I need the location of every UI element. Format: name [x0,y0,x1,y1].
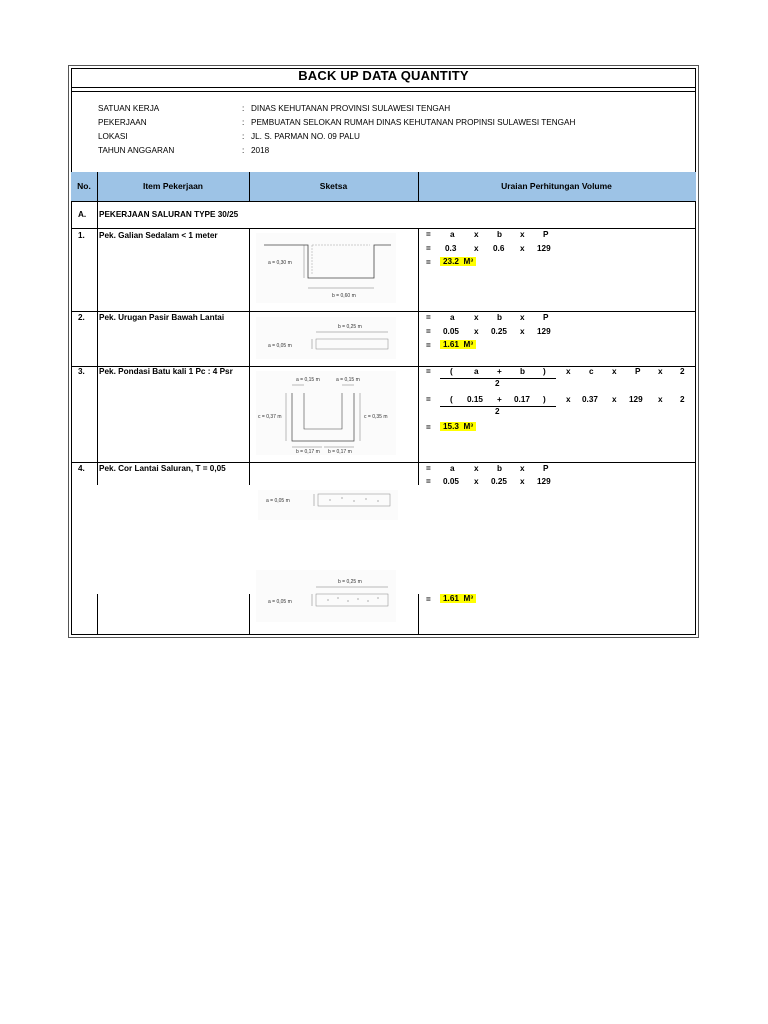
info-value: DINAS KEHUTANAN PROVINSI SULAWESI TENGAH [251,104,451,113]
rule [249,228,250,485]
calc-var: a [450,230,455,239]
page-title: BACK UP DATA QUANTITY [298,68,469,83]
sketch-label: b = 0,25 m [338,324,362,330]
calc-val: 0.05 [443,477,459,486]
rule [71,228,696,229]
sketch-label: b = 0,60 m [332,293,356,299]
data-quantity-sheet [68,65,699,638]
calc-val: 0.3 [445,244,457,253]
result-highlight [440,257,476,266]
row-item: Pek. Galian Sedalam < 1 meter [99,231,218,240]
calc-eq: = [426,341,431,350]
calc-eq: = [426,244,431,253]
calc-var: P [543,313,549,322]
rule [71,462,696,463]
row-no: 1. [78,231,85,240]
row-item: Pek. Cor Lantai Saluran, T = 0,05 [99,464,226,473]
row-item: Pek. Urugan Pasir Bawah Lantai [99,313,225,322]
rule [71,311,696,312]
calc-divisor: 2 [495,407,500,416]
col-header-no: No. [77,181,91,191]
section-no: A. [78,210,87,219]
calc-row-4 [426,464,686,494]
calc-op: x [658,367,663,376]
calc-var: a [450,313,455,322]
sketch-label: a = 0,05 m [268,599,292,605]
info-label: TAHUN ANGGARAN [98,146,175,155]
info-colon: : [242,146,245,155]
calc-val: 129 [537,477,551,486]
calc-op: x [566,367,571,376]
calc-op: x [520,464,525,473]
section-title: PEKERJAAN SALURAN TYPE 30/25 [99,210,239,219]
calc-var: c [589,367,594,376]
info-value: PEMBUATAN SELOKAN RUMAH DINAS KEHUTANAN PROPINSI SULAWESI TENGAH [251,118,576,127]
calc-val: 129 [629,395,643,404]
info-colon: : [242,132,245,141]
calc-op: x [474,327,479,336]
rule [97,201,98,228]
sketch-label: a = 0,05 m [268,343,292,349]
row-no: 4. [78,464,85,473]
calc-op: + [497,367,502,376]
rule [418,172,419,201]
sketch-label: a = 0,15 m [296,377,320,383]
calc-row-3 [426,367,694,437]
result-value: 1.61 [443,594,459,603]
row-item: Pek. Pondasi Batu kali 1 Pc : 4 Psr [99,367,233,376]
calc-val: 129 [537,327,551,336]
result-unit: M³ [463,340,474,349]
result-unit: M³ [463,594,474,603]
result-unit: M³ [463,422,474,431]
rule [71,634,696,635]
calc-paren: ) [543,395,546,404]
calc-op: x [474,313,479,322]
sketch-label: c = 0,35 m [364,414,388,420]
calc-eq: = [426,367,431,376]
calc-op: x [520,230,525,239]
calc-op: x [474,477,479,486]
rule [71,87,696,88]
col-header-uraian: Uraian Perhitungan Volume [501,181,612,191]
calc-op: x [474,464,479,473]
calc-op: x [566,395,571,404]
calc-var: b [520,367,526,376]
calc-var: b [497,464,503,473]
calc-var: P [635,367,641,376]
calc-row-2 [426,313,686,353]
calc-eq: = [426,327,431,336]
calc-val: 0.37 [582,395,598,404]
calc-val: 2 [680,367,685,376]
calc-divisor: 2 [495,379,500,388]
sketch-cor-lantai [256,570,396,622]
sketch-galian-drawing [256,233,396,303]
sketch-urugan-drawing [256,317,396,359]
calc-paren: ) [543,367,546,376]
calc-eq: = [426,595,431,604]
calc-eq: = [426,258,431,267]
calc-eq: = [426,423,431,432]
sketch-label: b = 0,17 m [328,449,352,455]
calc-var: b [497,313,503,322]
calc-var: a [450,464,455,473]
info-row-satuan-kerja [68,104,699,114]
sketch-cor-lantai-drawing [256,570,396,622]
calc-eq: = [426,477,431,486]
calc-op: x [474,244,479,253]
rule [97,228,98,485]
sketch-label: a = 0,05 m [266,498,290,504]
rule [418,228,419,485]
calc-op: x [658,395,663,404]
sketch-urugan [256,317,396,359]
calc-val: 129 [537,244,551,253]
calc-val: 0.05 [443,327,459,336]
result-value: 15.3 [443,422,459,431]
calc-op: x [520,477,525,486]
rule [71,91,696,92]
result-highlight [440,422,476,431]
rule [418,594,419,634]
info-label: SATUAN KERJA [98,104,160,113]
info-value: 2018 [251,146,270,155]
sketch-galian [256,233,396,303]
calc-op: x [612,395,617,404]
sketch-label: a = 0,30 m [268,260,292,266]
calc-var: a [474,367,479,376]
calc-eq: = [426,395,431,404]
calc-op: x [520,327,525,336]
calc-eq: = [426,230,431,239]
calc-var: P [543,464,549,473]
calc-val: 0.15 [467,395,483,404]
col-header-sketsa: Sketsa [319,181,348,191]
floating-sketch [258,490,398,520]
rule [71,201,696,202]
calc-paren: ( [450,367,453,376]
rule [249,594,250,634]
info-label: PEKERJAAN [98,118,147,127]
sketch-label: b = 0,25 m [338,579,362,585]
calc-eq: = [426,313,431,322]
result-value: 23.2 [443,257,459,266]
rule [97,594,98,634]
calc-val: 0.17 [514,395,530,404]
info-row-tahun-anggaran [68,146,699,156]
rule [97,172,98,201]
calc-val: 0.25 [491,327,507,336]
info-row-pekerjaan [68,118,699,128]
calc-val: 2 [680,395,685,404]
calc-op: x [474,230,479,239]
calc-eq: = [426,464,431,473]
calc-var: b [497,230,503,239]
result-unit: M³ [463,257,474,266]
sketch-pondasi-drawing [256,371,396,455]
result-highlight [440,340,476,349]
info-value: JL. S. PARMAN NO. 09 PALU [251,132,360,141]
calc-op: x [520,244,525,253]
info-label: LOKASI [98,132,128,141]
sketch-label: c = 0,37 m [258,414,282,420]
rule [249,172,250,201]
calc-op: x [520,313,525,322]
row-no: 2. [78,313,85,322]
sketch-pondasi [256,371,396,455]
calc-op: + [497,395,502,404]
calc-var: P [543,230,549,239]
calc-val: 0.6 [493,244,505,253]
sketch-label: b = 0,17 m [296,449,320,455]
row-no: 3. [78,367,85,376]
info-colon: : [242,118,245,127]
calc-val: 0.25 [491,477,507,486]
calc-op: x [612,367,617,376]
info-colon: : [242,104,245,113]
result-value: 1.61 [443,340,459,349]
col-header-item: Item Pekerjaan [142,181,203,191]
sketch-label: a = 0,15 m [336,377,360,383]
floating-sketch-drawing [258,490,398,520]
info-row-lokasi [68,132,699,142]
result-highlight [440,594,476,603]
calc-paren: ( [450,395,453,404]
calc-row-4-result [426,594,546,608]
calc-row-1 [426,230,686,270]
